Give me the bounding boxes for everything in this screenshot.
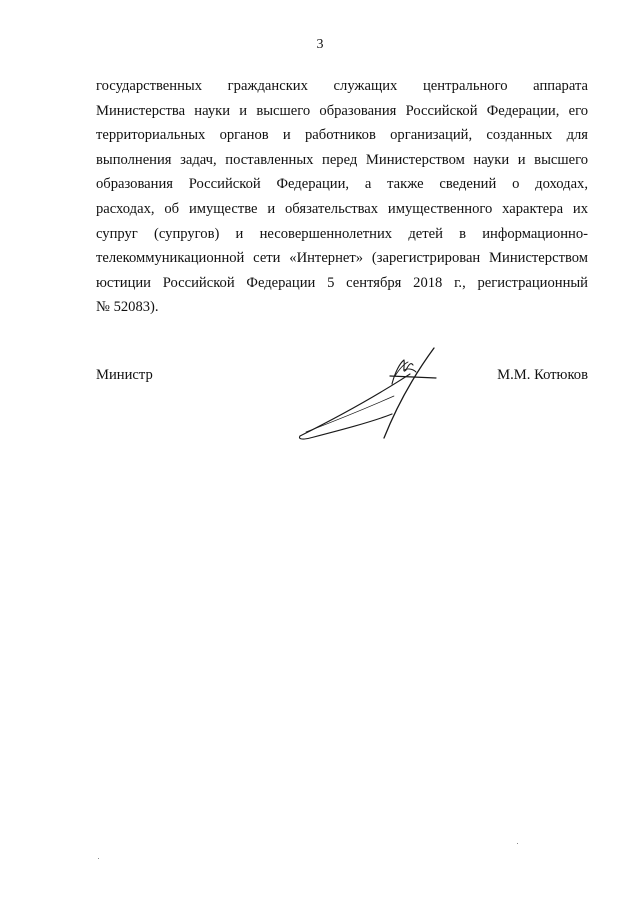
- handwritten-signature: [292, 346, 442, 446]
- signer-name: М.М. Котюков: [497, 367, 588, 383]
- signer-role: Министр: [96, 367, 153, 383]
- scan-speck: [517, 843, 518, 844]
- body-line: образования Российской Федерации, а также сведений о доходах,: [96, 176, 588, 193]
- scan-speck: [98, 858, 99, 859]
- body-line: телекоммуникационной сети «Интернет» (зарегистрирован Министерством: [96, 250, 588, 267]
- body-line: супруг (супругов) и несовершеннолетних детей в информационно-: [96, 225, 588, 242]
- body-line: государственных гражданских служащих центрального аппарата: [96, 78, 588, 94]
- body-line: Министерства науки и высшего образования Российской Федерации, его: [96, 102, 588, 119]
- body-paragraph: [96, 74, 588, 320]
- body-line: расходах, об имуществе и обязательствах имущественного характера их: [96, 200, 588, 217]
- body-line: выполнения задач, поставленных перед Министерством науки и высшего: [96, 151, 588, 168]
- body-line: юстиции Российской Федерации 5 сентября 2018 г., регистрационный: [96, 274, 588, 291]
- body-line: № 52083).: [96, 299, 159, 316]
- page-number: 3: [316, 37, 324, 52]
- body-line: территориальных органов и работников организаций, созданных для: [96, 127, 588, 144]
